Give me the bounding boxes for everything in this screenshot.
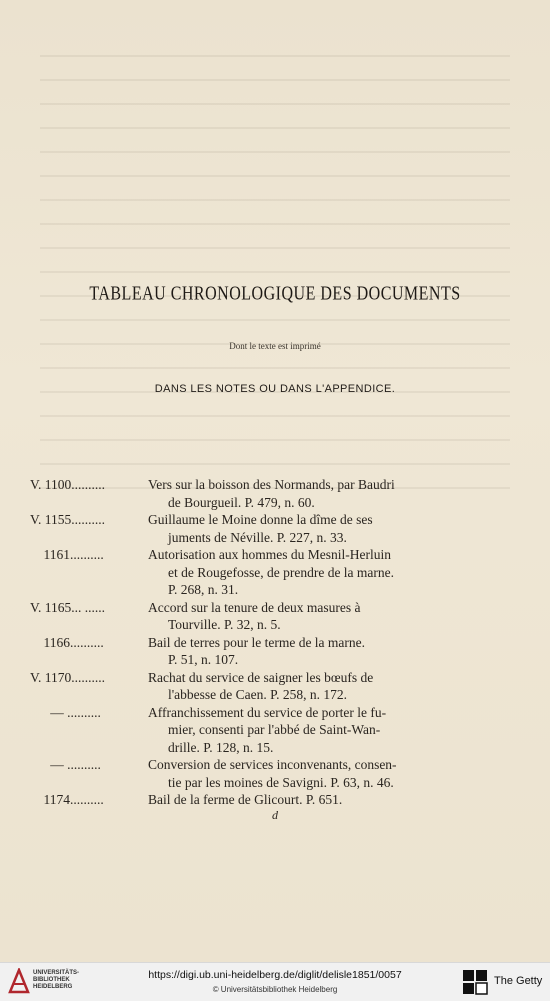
- entry-date: 1166..........: [30, 634, 104, 650]
- chronology-entry: [30, 756, 430, 791]
- getty-logo-icon[interactable]: [462, 969, 488, 995]
- page-subtitle: Dont le texte est imprimé: [229, 341, 321, 351]
- chronology-entry: [30, 704, 430, 757]
- copyright-text: © Universitätsbibliothek Heidelberg: [212, 985, 338, 994]
- entry-line: Autorisation aux hommes du Mesnil-Herluin: [148, 547, 391, 562]
- entry-description: [148, 791, 430, 809]
- bleed-through-text: [40, 40, 510, 510]
- entry-description: [148, 704, 430, 757]
- chronology-entry: [30, 634, 430, 669]
- entry-date: V. 1165... ......: [30, 599, 106, 615]
- entry-line: Guillaume le Moine donne la dîme de ses: [148, 512, 373, 527]
- library-name: UNIVERSITÄTS- BIBLIOTHEK HEIDELBERG: [33, 970, 80, 990]
- entry-description: [148, 599, 430, 634]
- entry-line: mier, consenti par l'abbé de Saint-Wan-: [168, 722, 381, 737]
- chronology-entry: [30, 511, 430, 546]
- page-title: TABLEAU CHRONOLOGIQUE DES DOCUMENTS: [89, 283, 461, 305]
- chronology-entry: [30, 476, 430, 511]
- chronology-list: [30, 476, 430, 809]
- entry-description: [148, 669, 430, 704]
- entry-line: et de Rougefosse, de prendre de la marne.: [168, 564, 395, 580]
- entry-line: Bail de la ferme de Glicourt. P. 651.: [148, 792, 343, 807]
- entry-date: V. 1170..........: [30, 669, 106, 685]
- entry-line: Vers sur la boisson des Normands, par Baudri: [148, 477, 395, 492]
- entry-line: de Bourgueil. P. 479, n. 60.: [168, 494, 315, 510]
- entry-line: Affranchissement du service de porter le fu-: [148, 704, 387, 720]
- entry-line: Conversion de services inconvenants, consen-: [148, 757, 397, 772]
- entry-line: Accord sur la tenure de deux masures à: [148, 599, 361, 615]
- document-url-link[interactable]: https://digi.ub.uni-heidelberg.de/diglit/delisle1851/0057: [148, 969, 402, 981]
- entry-line: juments de Néville. P. 227, n. 33.: [168, 529, 347, 545]
- entry-date: V. 1155..........: [30, 512, 106, 527]
- entry-description: [148, 476, 430, 511]
- chronology-entry: [30, 599, 430, 634]
- chronology-entry: [30, 791, 430, 809]
- entry-line: Bail de terres pour le terme de la marne.: [148, 634, 366, 650]
- entry-line: tie par les moines de Savigni. P. 63, n. 46.: [168, 774, 394, 790]
- entry-date: 1161..........: [30, 547, 104, 562]
- entry-date: 1174..........: [30, 792, 104, 807]
- entry-description: [148, 756, 430, 791]
- entry-description: [148, 634, 430, 669]
- entry-date: V. 1100..........: [30, 477, 106, 492]
- entry-description: [148, 546, 430, 599]
- entry-line: P. 51, n. 107.: [168, 652, 239, 667]
- entry-description: [148, 511, 430, 546]
- chronology-entry: [30, 669, 430, 704]
- entry-line: drille. P. 128, n. 15.: [168, 739, 274, 755]
- chronology-entry: [30, 546, 430, 599]
- viewer-footer: [0, 962, 550, 1001]
- section-heading: DANS LES NOTES OU DANS L'APPENDICE.: [154, 383, 396, 395]
- entry-line: P. 268, n. 31.: [168, 582, 239, 597]
- entry-line: Rachat du service de saigner les bœufs de: [148, 669, 374, 685]
- getty-label: The Getty: [494, 975, 543, 987]
- entry-line: Tourville. P. 32, n. 5.: [168, 617, 281, 632]
- entry-line: l'abbesse de Caen. P. 258, n. 172.: [168, 687, 348, 702]
- signature-mark: d: [272, 808, 278, 822]
- entry-date: — ..........: [30, 757, 101, 772]
- entry-date: — ..........: [30, 704, 101, 720]
